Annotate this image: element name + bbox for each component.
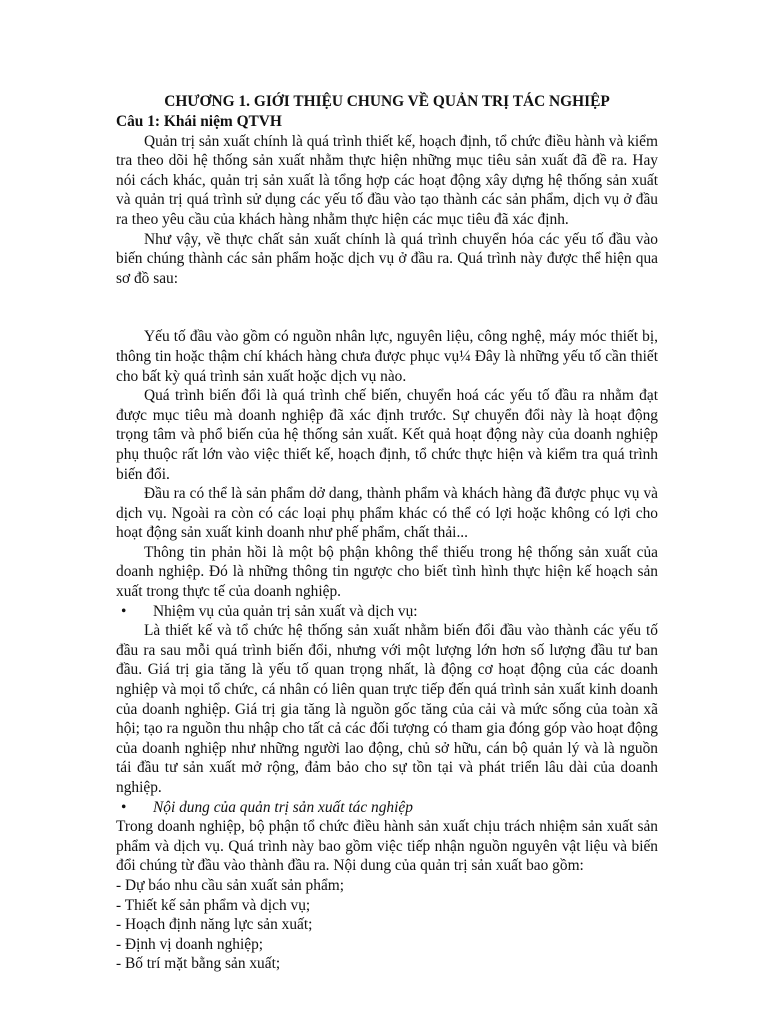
paragraph: Quá trình biến đổi là quá trình chế biến, chuyển hoá các yếu tố đầu ra nhằm đạt được mục tiêu mà doanh nghiệp đã xác định trước. Sự chuyển đổi này là hoạt động trọng tâm và phổ biến của hệ thống sản xuất. Kết quả hoạt động này của doanh nghiệp phụ thuộc rất lớn vào việc thiết kế, hoạch định, tổ chức thực hiện và kiểm tra quá trình biến đổi. xyxy=(116,387,658,483)
bullet-dot-icon: • xyxy=(121,602,127,620)
section-heading: Câu 1: Khái niệm QTVH xyxy=(116,113,282,130)
diagram-placeholder xyxy=(116,288,658,327)
paragraph: Đầu ra có thể là sản phẩm dở dang, thành phẩm và khách hàng đã được phục vụ và dịch vụ. Ngoài ra còn có các loại phụ phẩm khác có thể có lợi hoặc không có lợi cho hoạt động sản xuất kinh doanh như phế phẩm, chất thải... xyxy=(116,485,658,542)
paragraph: Quản trị sản xuất chính là quá trình thiết kế, hoạch định, tổ chức điều hành và kiểm tra theo dõi hệ thống sản xuất nhằm thực hiện những mục tiêu sản xuất đã đề ra. Hay nói cách khác, quản trị sản xuất là tổng hợp các hoạt động xây dựng hệ thống sản xuất và quản trị quá trình sử dụng các yếu tố đầu vào tạo thành các sản phẩm, dịch vụ ở đầu ra theo yêu cầu của khách hàng nhằm thực hiện các mục tiêu đã xác định. xyxy=(116,132,658,228)
paragraph: Trong doanh nghiệp, bộ phận tổ chức điều hành sản xuất chịu trách nhiệm sản xuất sản phẩm và dịch vụ. Quá trình này bao gồm việc tiếp nhận nguồn nguyên vật liệu và biến đổi chúng từ đầu vào thành đầu ra. Nội dung của quản trị sản xuất bao gồm: xyxy=(116,818,658,875)
list-item: - Thiết kế sản phẩm và dịch vụ; xyxy=(116,896,311,914)
content-list xyxy=(116,876,658,974)
paragraph: Thông tin phản hồi là một bộ phận không thể thiếu trong hệ thống sản xuất của doanh nghiệp. Đó là những thông tin ngược cho biết tình hình thực hiện kế hoạch sản xuất trong thực tế của doanh nghiệp. xyxy=(116,543,658,601)
bullet-item xyxy=(116,602,658,622)
list-item: - Dự báo nhu cầu sản xuất sản phẩm; xyxy=(116,876,345,894)
list-item: - Bố trí mặt bằng sản xuất; xyxy=(116,955,281,973)
list-item: - Định vị doanh nghiệp; xyxy=(116,935,264,953)
chapter-title: CHƯƠNG 1. GIỚI THIỆU CHUNG VỀ QUẢN TRỊ TÁC NGHIỆP xyxy=(164,93,610,110)
bullet-item xyxy=(116,798,658,818)
list-item: - Hoạch định năng lực sản xuất; xyxy=(116,916,313,934)
bullet-label: Nội dung của quản trị sản xuất tác nghiệp xyxy=(153,798,413,816)
bullet-label: Nhiệm vụ của quản trị sản xuất và dịch vụ: xyxy=(153,602,418,620)
bullet-dot-icon: • xyxy=(121,798,127,816)
paragraph: Là thiết kế và tổ chức hệ thống sản xuất nhằm biến đổi đầu vào thành các yếu tố đầu ra sau mỗi quá trình biến đổi, nhưng với một lượng lớn hơn số lượng đầu tư ban đầu. Giá trị gia tăng là yếu tố quan trọng nhất, là động cơ hoạt động của các doanh nghiệp và mọi tổ chức, cá nhân có liên quan trực tiếp đến quá trình sản xuất kinh doanh của doanh nghiệp. Giá trị gia tăng là nguồn gốc tăng của cải và mức sống của toàn xã hội; tạo ra nguồn thu nhập cho tất cả các đối tượng có tham gia đóng góp vào hoạt động của doanh nghiệp như những người lao động, chủ sở hữu, cán bộ quản lý và là nguồn tái đầu tư sản xuất mở rộng, đảm bảo cho sự tồn tại và phát triển lâu dài của doanh nghiệp. xyxy=(116,622,658,796)
paragraph: Như vậy, về thực chất sản xuất chính là quá trình chuyển hóa các yếu tố đầu vào biến chúng thành các sản phẩm hoặc dịch vụ ở đầu ra. Quá trình này được thể hiện qua sơ đồ sau: xyxy=(116,230,658,287)
paragraph: Yếu tố đầu vào gồm có nguồn nhân lực, nguyên liệu, công nghệ, máy móc thiết bị, thông tin hoặc thậm chí khách hàng chưa được phục vụ¼ Đây là những yếu tố cần thiết cho bất kỳ quá trình sản xuất hoặc dịch vụ nào. xyxy=(116,328,658,385)
